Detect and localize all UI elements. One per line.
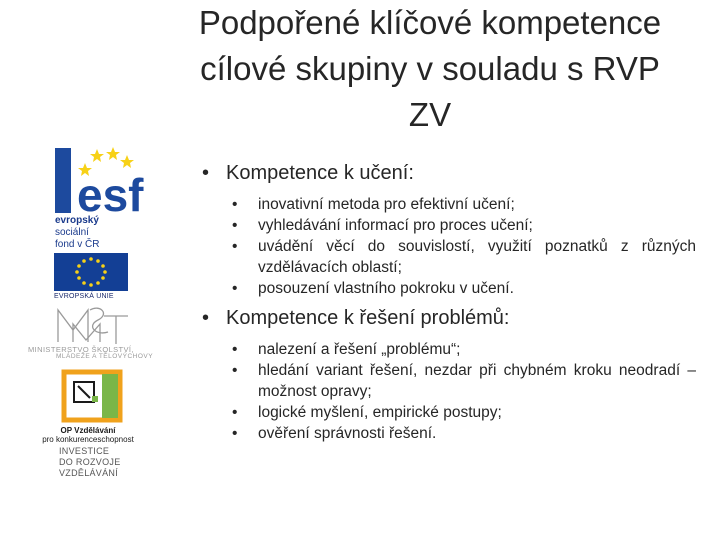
eu-flag (54, 253, 128, 291)
list-item: • ověření správnosti řešení. (196, 423, 696, 444)
list-item: • posouzení vlastního pokroku v učení. (196, 278, 696, 299)
section-heading-uceni: • Kompetence k učení: (196, 160, 696, 186)
list-item: • vyhledávání informací pro proces učení; (196, 215, 696, 236)
logo-strip (28, 140, 158, 490)
esf-icon (55, 145, 165, 215)
investice-caption (59, 446, 121, 479)
msmt-label: MINISTERSTVO ŠKOLSTVÍ, (28, 345, 134, 354)
section-heading-reseni-problemu: • Kompetence k řešení problémů: (196, 305, 696, 331)
eu-label: EVROPSKÁ UNIE (54, 293, 114, 300)
slide-title (160, 0, 700, 138)
title-line-2: cílové skupiny v souladu s RVP (200, 50, 660, 87)
list-item: • inovativní metoda pro efektivní učení; (196, 194, 696, 215)
op-logo (58, 368, 128, 424)
list-item: • hledání variant řešení, nezdar při chybném kroku neodradí – možnost opravy; (196, 360, 696, 402)
list-item: • logické myšlení, empirické postupy; (196, 402, 696, 423)
slide-content (196, 160, 696, 450)
svg-text:esf: esf (77, 169, 144, 215)
title-line-1: Podpořené klíčové kompetence (198, 4, 662, 41)
esf-line-1: evropský (55, 215, 99, 226)
investice-line-3: VZDĚLÁVÁNÍ (59, 468, 119, 478)
eu-stars-icon (54, 253, 128, 291)
list-item: • uvádění věcí do souvislostí, využití poznatků z různých vzdělávacích oblastí; (196, 236, 696, 278)
esf-line-2: sociální (55, 227, 89, 238)
op-caption-title: OP Vzdělávání (60, 426, 116, 435)
esf-caption (55, 215, 99, 251)
op-caption (38, 426, 138, 444)
investice-line-1: INVESTICE (59, 446, 110, 456)
list-uceni (196, 194, 696, 299)
msmt-sublabel: MLÁDEŽE A TĚLOVÝCHOVY (56, 353, 154, 360)
title-line-3: ZV (408, 96, 452, 133)
op-icon (58, 368, 128, 424)
esf-logo (55, 145, 163, 253)
esf-line-3: fond v ČR (55, 239, 100, 250)
investice-line-2: DO ROZVOJE (59, 457, 121, 467)
msmt-icon (28, 302, 158, 347)
op-caption-sub: pro konkurenceschopnost (42, 435, 134, 444)
list-reseni-problemu (196, 339, 696, 444)
list-item: • nalezení a řešení „problému“; (196, 339, 696, 360)
